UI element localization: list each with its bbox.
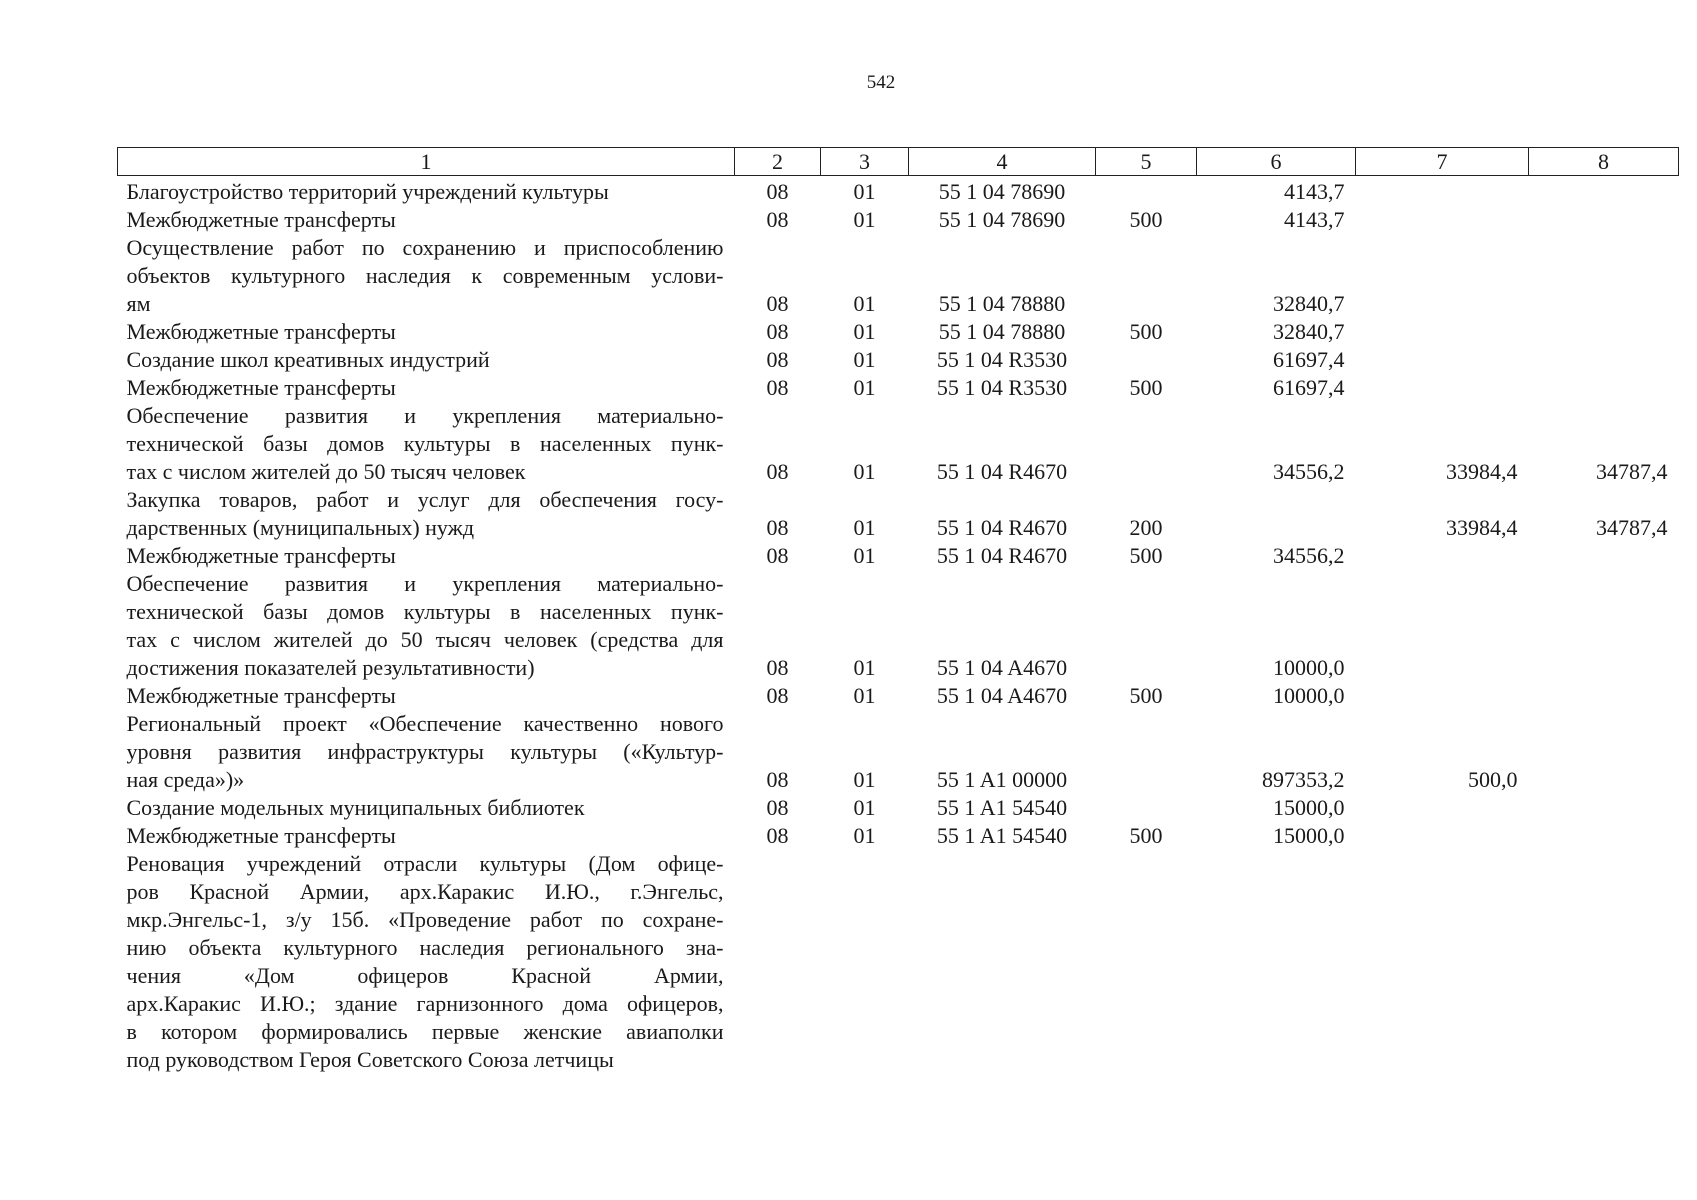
table-row xyxy=(118,822,1679,850)
amount-col6-cell: 15000,0 xyxy=(1273,795,1345,820)
target-article-cell xyxy=(909,850,1096,1074)
item-name-line: Закупка товаров, работ и услуг для обеспечения госу- xyxy=(126,487,724,512)
item-name-cell xyxy=(118,822,735,850)
amount-col7-cell xyxy=(1356,570,1529,682)
amount-col8-cell xyxy=(1529,570,1679,682)
amount-col7-cell: 33984,4 xyxy=(1446,515,1518,540)
table-row xyxy=(118,542,1679,570)
subsection-code-cell: 01 xyxy=(853,179,876,204)
item-name-line: технической базы домов культуры в населенных пунк- xyxy=(126,599,724,624)
amount-col7-cell xyxy=(1356,822,1529,850)
item-name-line: Межбюджетные трансферты xyxy=(126,683,396,708)
amount-col6-cell: 32840,7 xyxy=(1273,319,1345,344)
item-name-line: Межбюджетные трансферты xyxy=(126,319,396,344)
item-name-cell xyxy=(118,850,735,1074)
section-code-cell: 08 xyxy=(766,823,789,848)
subsection-code-cell: 01 xyxy=(853,319,876,344)
amount-col8-cell xyxy=(1529,710,1679,794)
target-article-cell: 55 1 A1 54540 xyxy=(936,795,1068,820)
amount-col8-cell xyxy=(1529,682,1679,710)
amount-col7-cell: 500,0 xyxy=(1468,767,1518,792)
expense-type-cell xyxy=(1096,234,1197,318)
section-code-cell xyxy=(735,850,821,1074)
item-name-cell xyxy=(118,402,735,486)
amount-col8-cell xyxy=(1529,318,1679,346)
item-name-cell xyxy=(118,486,735,542)
amount-col7-cell xyxy=(1356,234,1529,318)
section-code-cell: 08 xyxy=(766,795,789,820)
item-name-line: нию объекта культурного наследия регионального зна- xyxy=(126,935,724,960)
table-row xyxy=(118,794,1679,822)
amount-col6-cell: 15000,0 xyxy=(1273,823,1345,848)
amount-col6-cell: 34556,2 xyxy=(1273,459,1345,484)
expense-type-cell xyxy=(1096,176,1197,207)
target-article-cell: 55 1 04 R4670 xyxy=(936,459,1068,484)
header-cell-1: 1 xyxy=(118,148,735,176)
section-code-cell: 08 xyxy=(766,207,789,232)
expense-type-cell xyxy=(1096,794,1197,822)
item-name-line: Реновация учреждений отрасли культуры (Дом офице- xyxy=(126,851,724,876)
table-row xyxy=(118,710,1679,794)
subsection-code-cell xyxy=(821,850,909,1074)
header-cell-6: 6 xyxy=(1197,148,1356,176)
item-name-line: Обеспечение развития и укрепления материально- xyxy=(126,571,724,596)
subsection-code-cell: 01 xyxy=(853,375,876,400)
item-name-cell xyxy=(118,346,735,374)
section-code-cell: 08 xyxy=(766,347,789,372)
table-row xyxy=(118,206,1679,234)
section-code-cell: 08 xyxy=(766,459,789,484)
expense-type-cell xyxy=(1096,346,1197,374)
amount-col7-cell xyxy=(1356,794,1529,822)
expense-type-cell: 200 xyxy=(1129,515,1163,540)
item-name-line: под руководством Героя Советского Союза летчицы xyxy=(126,1047,614,1072)
target-article-cell: 55 1 04 R3530 xyxy=(936,375,1068,400)
item-name-line: Благоустройство территорий учреждений культуры xyxy=(126,179,609,204)
item-name-line: Межбюджетные трансферты xyxy=(126,207,396,232)
item-name-cell xyxy=(118,374,735,402)
expense-type-cell xyxy=(1096,850,1197,1074)
item-name-line: технической базы домов культуры в населенных пунк- xyxy=(126,431,724,456)
target-article-cell: 55 1 04 A4670 xyxy=(936,655,1068,680)
target-article-cell: 55 1 04 R4670 xyxy=(936,543,1068,568)
amount-col6-cell: 61697,4 xyxy=(1273,347,1345,372)
item-name-line: ров Красной Армии, арх.Каракис И.Ю., г.Энгельс, xyxy=(126,879,724,904)
header-row xyxy=(118,148,1679,176)
item-name-line: чения «Дом офицеров Красной Армии, xyxy=(126,963,724,988)
item-name-line: дарственных (муниципальных) нужд xyxy=(126,515,475,540)
amount-col8-cell xyxy=(1529,176,1679,207)
subsection-code-cell: 01 xyxy=(853,543,876,568)
expense-type-cell: 500 xyxy=(1129,823,1163,848)
table-row xyxy=(118,374,1679,402)
table-row xyxy=(118,850,1679,1074)
item-name-cell xyxy=(118,542,735,570)
item-name-cell xyxy=(118,682,735,710)
subsection-code-cell: 01 xyxy=(853,459,876,484)
item-name-cell xyxy=(118,570,735,682)
table-row xyxy=(118,570,1679,682)
item-name-cell xyxy=(118,318,735,346)
amount-col8-cell xyxy=(1529,850,1679,1074)
item-name-line: объектов культурного наследия к современным услови- xyxy=(126,263,724,288)
section-code-cell: 08 xyxy=(766,543,789,568)
amount-col6-cell: 10000,0 xyxy=(1273,683,1345,708)
amount-col8-cell xyxy=(1529,346,1679,374)
page-number: 542 xyxy=(866,72,896,93)
header-cell-2: 2 xyxy=(735,148,821,176)
section-code-cell: 08 xyxy=(766,375,789,400)
header-cell-3: 3 xyxy=(821,148,909,176)
expense-type-cell xyxy=(1096,402,1197,486)
amount-col7-cell xyxy=(1356,176,1529,207)
item-name-line: Межбюджетные трансферты xyxy=(126,823,396,848)
amount-col6-cell: 34556,2 xyxy=(1273,543,1345,568)
expense-type-cell: 500 xyxy=(1129,207,1163,232)
amount-col8-cell xyxy=(1529,822,1679,850)
subsection-code-cell: 01 xyxy=(853,515,876,540)
target-article-cell: 55 1 04 A4670 xyxy=(936,683,1068,708)
item-name-line: Осуществление работ по сохранению и приспособлению xyxy=(126,235,724,260)
item-name-cell xyxy=(118,176,735,207)
amount-col8-cell xyxy=(1529,542,1679,570)
header-cell-4: 4 xyxy=(909,148,1096,176)
table-row xyxy=(118,176,1679,207)
subsection-code-cell: 01 xyxy=(853,795,876,820)
subsection-code-cell: 01 xyxy=(853,207,876,232)
section-code-cell: 08 xyxy=(766,683,789,708)
amount-col8-cell: 34787,4 xyxy=(1596,459,1668,484)
amount-col7-cell xyxy=(1356,206,1529,234)
target-article-cell: 55 1 04 78880 xyxy=(938,319,1066,344)
item-name-line: Межбюджетные трансферты xyxy=(126,543,396,568)
amount-col6-cell: 32840,7 xyxy=(1273,291,1345,316)
amount-col6-cell: 4143,7 xyxy=(1284,207,1345,232)
expense-type-cell: 500 xyxy=(1129,543,1163,568)
amount-col8-cell xyxy=(1529,234,1679,318)
expense-type-cell: 500 xyxy=(1129,683,1163,708)
item-name-line: в котором формировались первые женские авиаполки xyxy=(126,1019,724,1044)
subsection-code-cell: 01 xyxy=(853,823,876,848)
amount-col6-cell: 4143,7 xyxy=(1284,179,1345,204)
item-name-cell xyxy=(118,710,735,794)
item-name-line: ям xyxy=(126,291,151,316)
target-article-cell: 55 1 04 78690 xyxy=(938,179,1066,204)
section-code-cell: 08 xyxy=(766,515,789,540)
table-row xyxy=(118,486,1679,542)
target-article-cell: 55 1 A1 54540 xyxy=(936,823,1068,848)
amount-col8-cell xyxy=(1529,794,1679,822)
amount-col7-cell xyxy=(1356,374,1529,402)
section-code-cell: 08 xyxy=(766,179,789,204)
amount-col7-cell xyxy=(1356,318,1529,346)
section-code-cell: 08 xyxy=(766,655,789,680)
header-cell-7: 7 xyxy=(1356,148,1529,176)
header-cell-5: 5 xyxy=(1096,148,1197,176)
target-article-cell: 55 1 04 78690 xyxy=(938,207,1066,232)
item-name-line: мкр.Энгельс-1, з/у 15б. «Проведение работ по сохране- xyxy=(126,907,724,932)
section-code-cell: 08 xyxy=(766,319,789,344)
table-row xyxy=(118,402,1679,486)
table-row xyxy=(118,682,1679,710)
budget-table xyxy=(117,147,1679,1074)
amount-col6-cell: 61697,4 xyxy=(1273,375,1345,400)
target-article-cell: 55 1 04 R3530 xyxy=(936,347,1068,372)
table-row xyxy=(118,318,1679,346)
subsection-code-cell: 01 xyxy=(853,291,876,316)
item-name-cell xyxy=(118,794,735,822)
amount-col8-cell xyxy=(1529,206,1679,234)
amount-col6-cell: 897353,2 xyxy=(1262,767,1345,792)
item-name-line: Региональный проект «Обеспечение качественно нового xyxy=(126,711,724,736)
item-name-cell xyxy=(118,206,735,234)
item-name-line: арх.Каракис И.Ю.; здание гарнизонного дома офицеров, xyxy=(126,991,724,1016)
expense-type-cell: 500 xyxy=(1129,319,1163,344)
item-name-line: уровня развития инфраструктуры культуры («Культур- xyxy=(126,739,724,764)
subsection-code-cell: 01 xyxy=(853,655,876,680)
subsection-code-cell: 01 xyxy=(853,767,876,792)
amount-col8-cell: 34787,4 xyxy=(1596,515,1668,540)
expense-type-cell xyxy=(1096,570,1197,682)
item-name-line: достижения показателей результативности) xyxy=(126,655,535,680)
item-name-line: ная среда»)» xyxy=(126,767,245,792)
item-name-line: тах с числом жителей до 50 тысяч человек (средства для xyxy=(126,627,724,652)
expense-type-cell: 500 xyxy=(1129,375,1163,400)
amount-col8-cell xyxy=(1529,374,1679,402)
table-row xyxy=(118,234,1679,318)
amount-col7-cell xyxy=(1356,346,1529,374)
target-article-cell: 55 1 04 78880 xyxy=(938,291,1066,316)
amount-col7-cell xyxy=(1356,682,1529,710)
amount-col7-cell xyxy=(1356,542,1529,570)
target-article-cell: 55 1 A1 00000 xyxy=(936,767,1068,792)
amount-col6-cell xyxy=(1197,850,1356,1074)
amount-col7-cell: 33984,4 xyxy=(1446,459,1518,484)
item-name-line: Обеспечение развития и укрепления материально- xyxy=(126,403,724,428)
table-row xyxy=(118,346,1679,374)
item-name-cell xyxy=(118,234,735,318)
subsection-code-cell: 01 xyxy=(853,347,876,372)
header-cell-8: 8 xyxy=(1529,148,1679,176)
item-name-line: Создание модельных муниципальных библиотек xyxy=(126,795,585,820)
item-name-line: Создание школ креативных индустрий xyxy=(126,347,490,372)
subsection-code-cell: 01 xyxy=(853,683,876,708)
amount-col6-cell xyxy=(1197,486,1356,542)
item-name-line: Межбюджетные трансферты xyxy=(126,375,396,400)
section-code-cell: 08 xyxy=(766,767,789,792)
target-article-cell: 55 1 04 R4670 xyxy=(936,515,1068,540)
item-name-line: тах с числом жителей до 50 тысяч человек xyxy=(126,459,526,484)
amount-col6-cell: 10000,0 xyxy=(1273,655,1345,680)
amount-col7-cell xyxy=(1356,850,1529,1074)
expense-type-cell xyxy=(1096,710,1197,794)
section-code-cell: 08 xyxy=(766,291,789,316)
